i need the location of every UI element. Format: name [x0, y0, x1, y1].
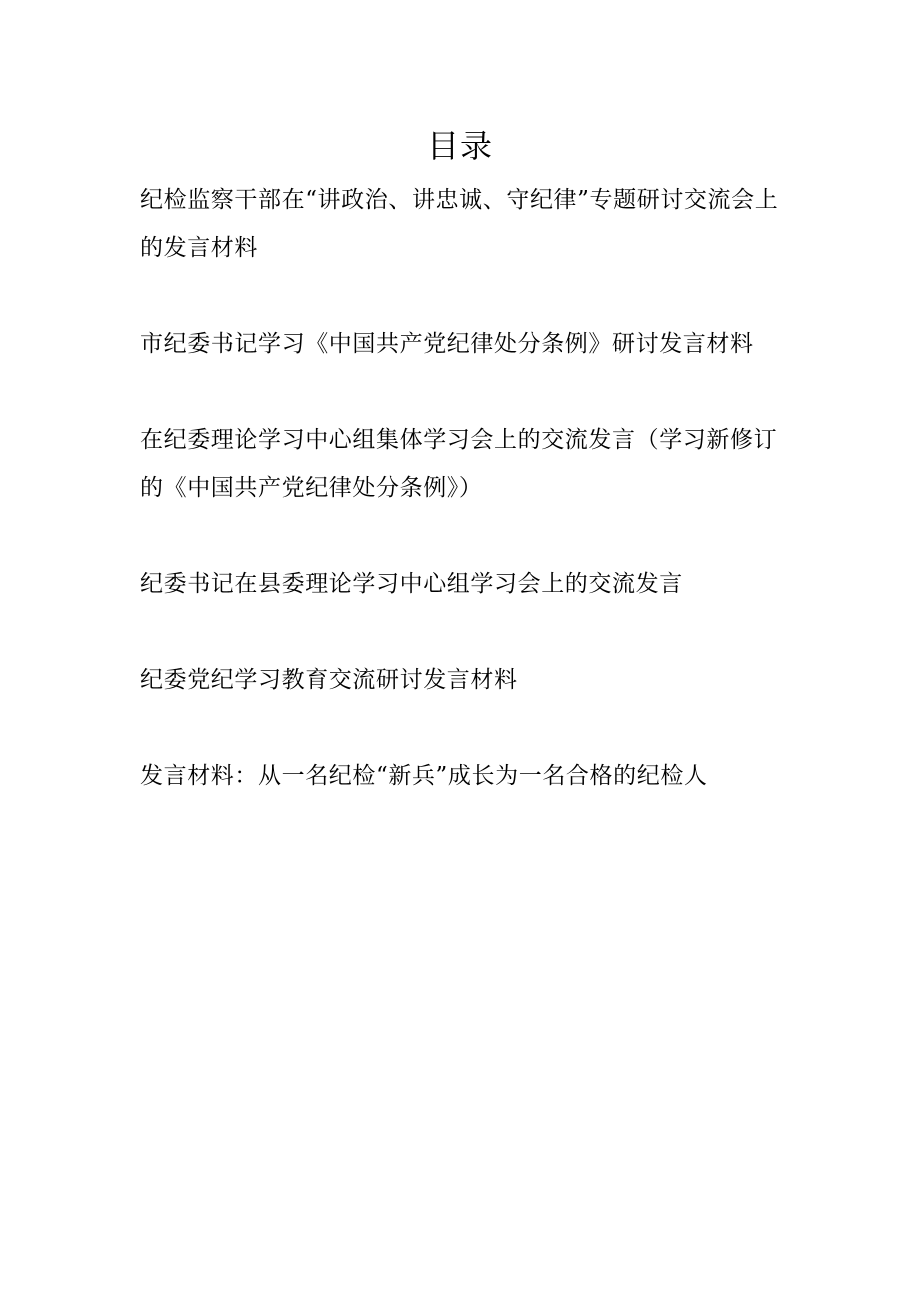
- toc-item-6[interactable]: 发言材料：从一名纪检“新兵”成长为一名合格的纪检人: [140, 763, 708, 789]
- page-title: 目录: [426, 127, 493, 165]
- toc-item-1[interactable]: 纪检监察干部在“讲政治、讲忠诚、守纪律”专题研讨交流会上的发言材料: [140, 187, 779, 261]
- toc-item-3[interactable]: 在纪委理论学习中心组集体学习会上的交流发言（学习新修订的《中国共产党纪律处分条例》）: [140, 427, 778, 501]
- toc-item-4[interactable]: 纪委书记在县委理论学习中心组学习会上的交流发言: [140, 571, 683, 597]
- toc-item-2[interactable]: 市纪委书记学习《中国共产党纪律处分条例》研讨发言材料: [140, 331, 754, 357]
- toc-list: [140, 176, 785, 848]
- toc-item-5[interactable]: 纪委党纪学习教育交流研讨发言材料: [140, 667, 518, 693]
